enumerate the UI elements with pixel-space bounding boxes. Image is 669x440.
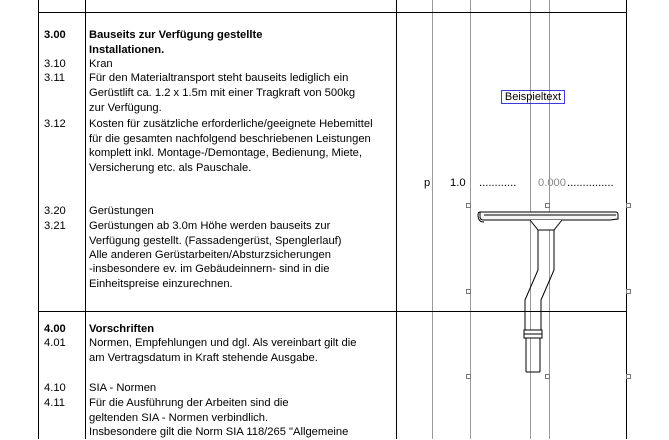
section-number: 4.00 xyxy=(44,323,66,335)
item-text-line: Alle anderen Gerüstarbeiten/Absturzsicherungen xyxy=(89,249,331,261)
section-title-line: Installationen. xyxy=(89,44,165,56)
item-text-line: Verfügung gestellt. (Fassadengerüst, Spenglerlauf) xyxy=(89,235,342,247)
item-text-line: für die gesamten nachfolgend beschriebenen Leistungen xyxy=(89,133,371,145)
section-title-line: Vorschriften xyxy=(89,323,155,335)
item-text-line: komplett inkl. Montage-/Demontage, Bedienung, Miete, xyxy=(89,147,363,159)
item-number: 3.11 xyxy=(44,72,65,84)
section-number: 3.00 xyxy=(44,29,66,41)
item-text-line: Insbesondere gilt die Norm SIA 118/265 "Allgemeine xyxy=(89,426,349,438)
item-text-line: zur Verfügung. xyxy=(89,102,162,114)
item-text-line: -insbesondere ev. im Gebäudeinnern- sind in die xyxy=(89,263,330,275)
item-text-line: Einheitspreise einzurechnen. xyxy=(89,278,233,290)
selection-handle[interactable] xyxy=(626,374,631,379)
sample-text-box[interactable]: Beispieltext xyxy=(501,90,565,104)
table-left-border xyxy=(38,0,39,439)
item-text-line: Gerüstlift ca. 1.2 x 1.5m mit einer Tragkraft von 500kg xyxy=(89,87,356,99)
item-text-line: Für den Materialtransport steht bauseits lediglich ein xyxy=(89,72,349,84)
item-number: 4.10 xyxy=(44,382,66,394)
item-text-line: geltenden SIA - Normen verbindlich. xyxy=(89,412,269,424)
item-number: 3.21 xyxy=(44,220,66,232)
amount-dots: ............... xyxy=(567,177,614,189)
item-text-line: Für die Ausführung der Arbeiten sind die xyxy=(89,397,289,409)
item-text-line: Kosten für zusätzliche erforderliche/geeignete Hebemittel xyxy=(89,118,373,130)
number-column-divider xyxy=(85,0,86,439)
selection-handle[interactable] xyxy=(626,289,631,294)
unit-column-divider xyxy=(432,0,433,439)
table-top-rule xyxy=(38,12,626,13)
item-text-line: Versicherung etc. als Pauschale. xyxy=(89,162,252,174)
item-text-line: Gerüstungen xyxy=(89,205,154,217)
item-text-line: Normen, Empfehlungen und dgl. Als vereinbart gilt die xyxy=(89,337,357,349)
item-text-line: SIA - Normen xyxy=(89,382,157,394)
gutter-downpipe-icon[interactable] xyxy=(470,200,625,380)
item-number: 3.20 xyxy=(44,205,66,217)
item-text-line: am Vertragsdatum in Kraft stehende Ausgabe. xyxy=(89,352,318,364)
item-number: 4.11 xyxy=(44,397,65,409)
item-number: 4.01 xyxy=(44,337,66,349)
quantity-dots: ............ xyxy=(479,177,517,189)
unit-price-value: 0.000 xyxy=(538,177,566,189)
section-title-line: Bauseits zur Verfügung gestellte xyxy=(89,29,263,41)
item-text-line: Kran xyxy=(89,58,113,70)
item-number: 3.12 xyxy=(44,118,66,130)
selection-handle[interactable] xyxy=(626,203,631,208)
text-column-divider xyxy=(396,0,397,439)
quantity-value: 1.0 xyxy=(450,177,466,189)
unit-value: p xyxy=(424,177,431,189)
item-text-line: Gerüstungen ab 3.0m Höhe werden bauseits zur xyxy=(89,220,331,232)
item-number: 3.10 xyxy=(44,58,66,70)
